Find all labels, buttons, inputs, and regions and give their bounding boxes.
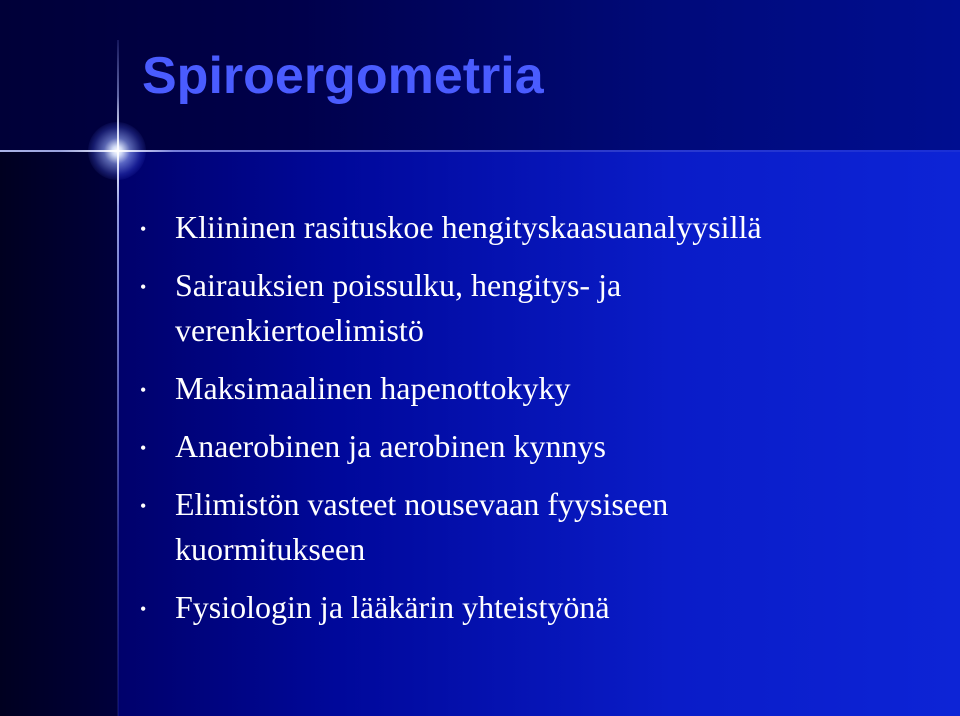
left-decor-panel: [0, 150, 118, 716]
bullet-item: [140, 585, 940, 630]
bullet-icon: •: [140, 277, 147, 297]
bullet-text: Maksimaalinen hapenottokyky: [175, 370, 571, 406]
star-ray-vertical: [117, 96, 119, 206]
bullet-icon: •: [140, 438, 147, 458]
bullet-item: [140, 366, 940, 411]
bullet-text: Elimistön vasteet nousevaan fyysiseen kuormitukseen: [175, 486, 669, 567]
bullet-text: Sairauksien poissulku, hengitys- ja verenkiertoelimistö: [175, 267, 622, 348]
bullet-item: [140, 482, 940, 572]
bullet-item: [140, 263, 940, 353]
bullet-icon: •: [140, 380, 147, 400]
bullet-item: [140, 205, 940, 250]
bullet-list: [140, 205, 940, 643]
bullet-item: [140, 424, 940, 469]
slide-title: Spiroergometria: [142, 47, 544, 105]
bullet-icon: •: [140, 219, 147, 239]
bullet-text: Fysiologin ja lääkärin yhteistyönä: [175, 589, 610, 625]
bullet-text: Kliininen rasituskoe hengityskaasuanalyysillä: [175, 209, 762, 245]
bullet-icon: •: [140, 496, 147, 516]
bullet-text: Anaerobinen ja aerobinen kynnys: [175, 428, 606, 464]
bullet-icon: •: [140, 599, 147, 619]
